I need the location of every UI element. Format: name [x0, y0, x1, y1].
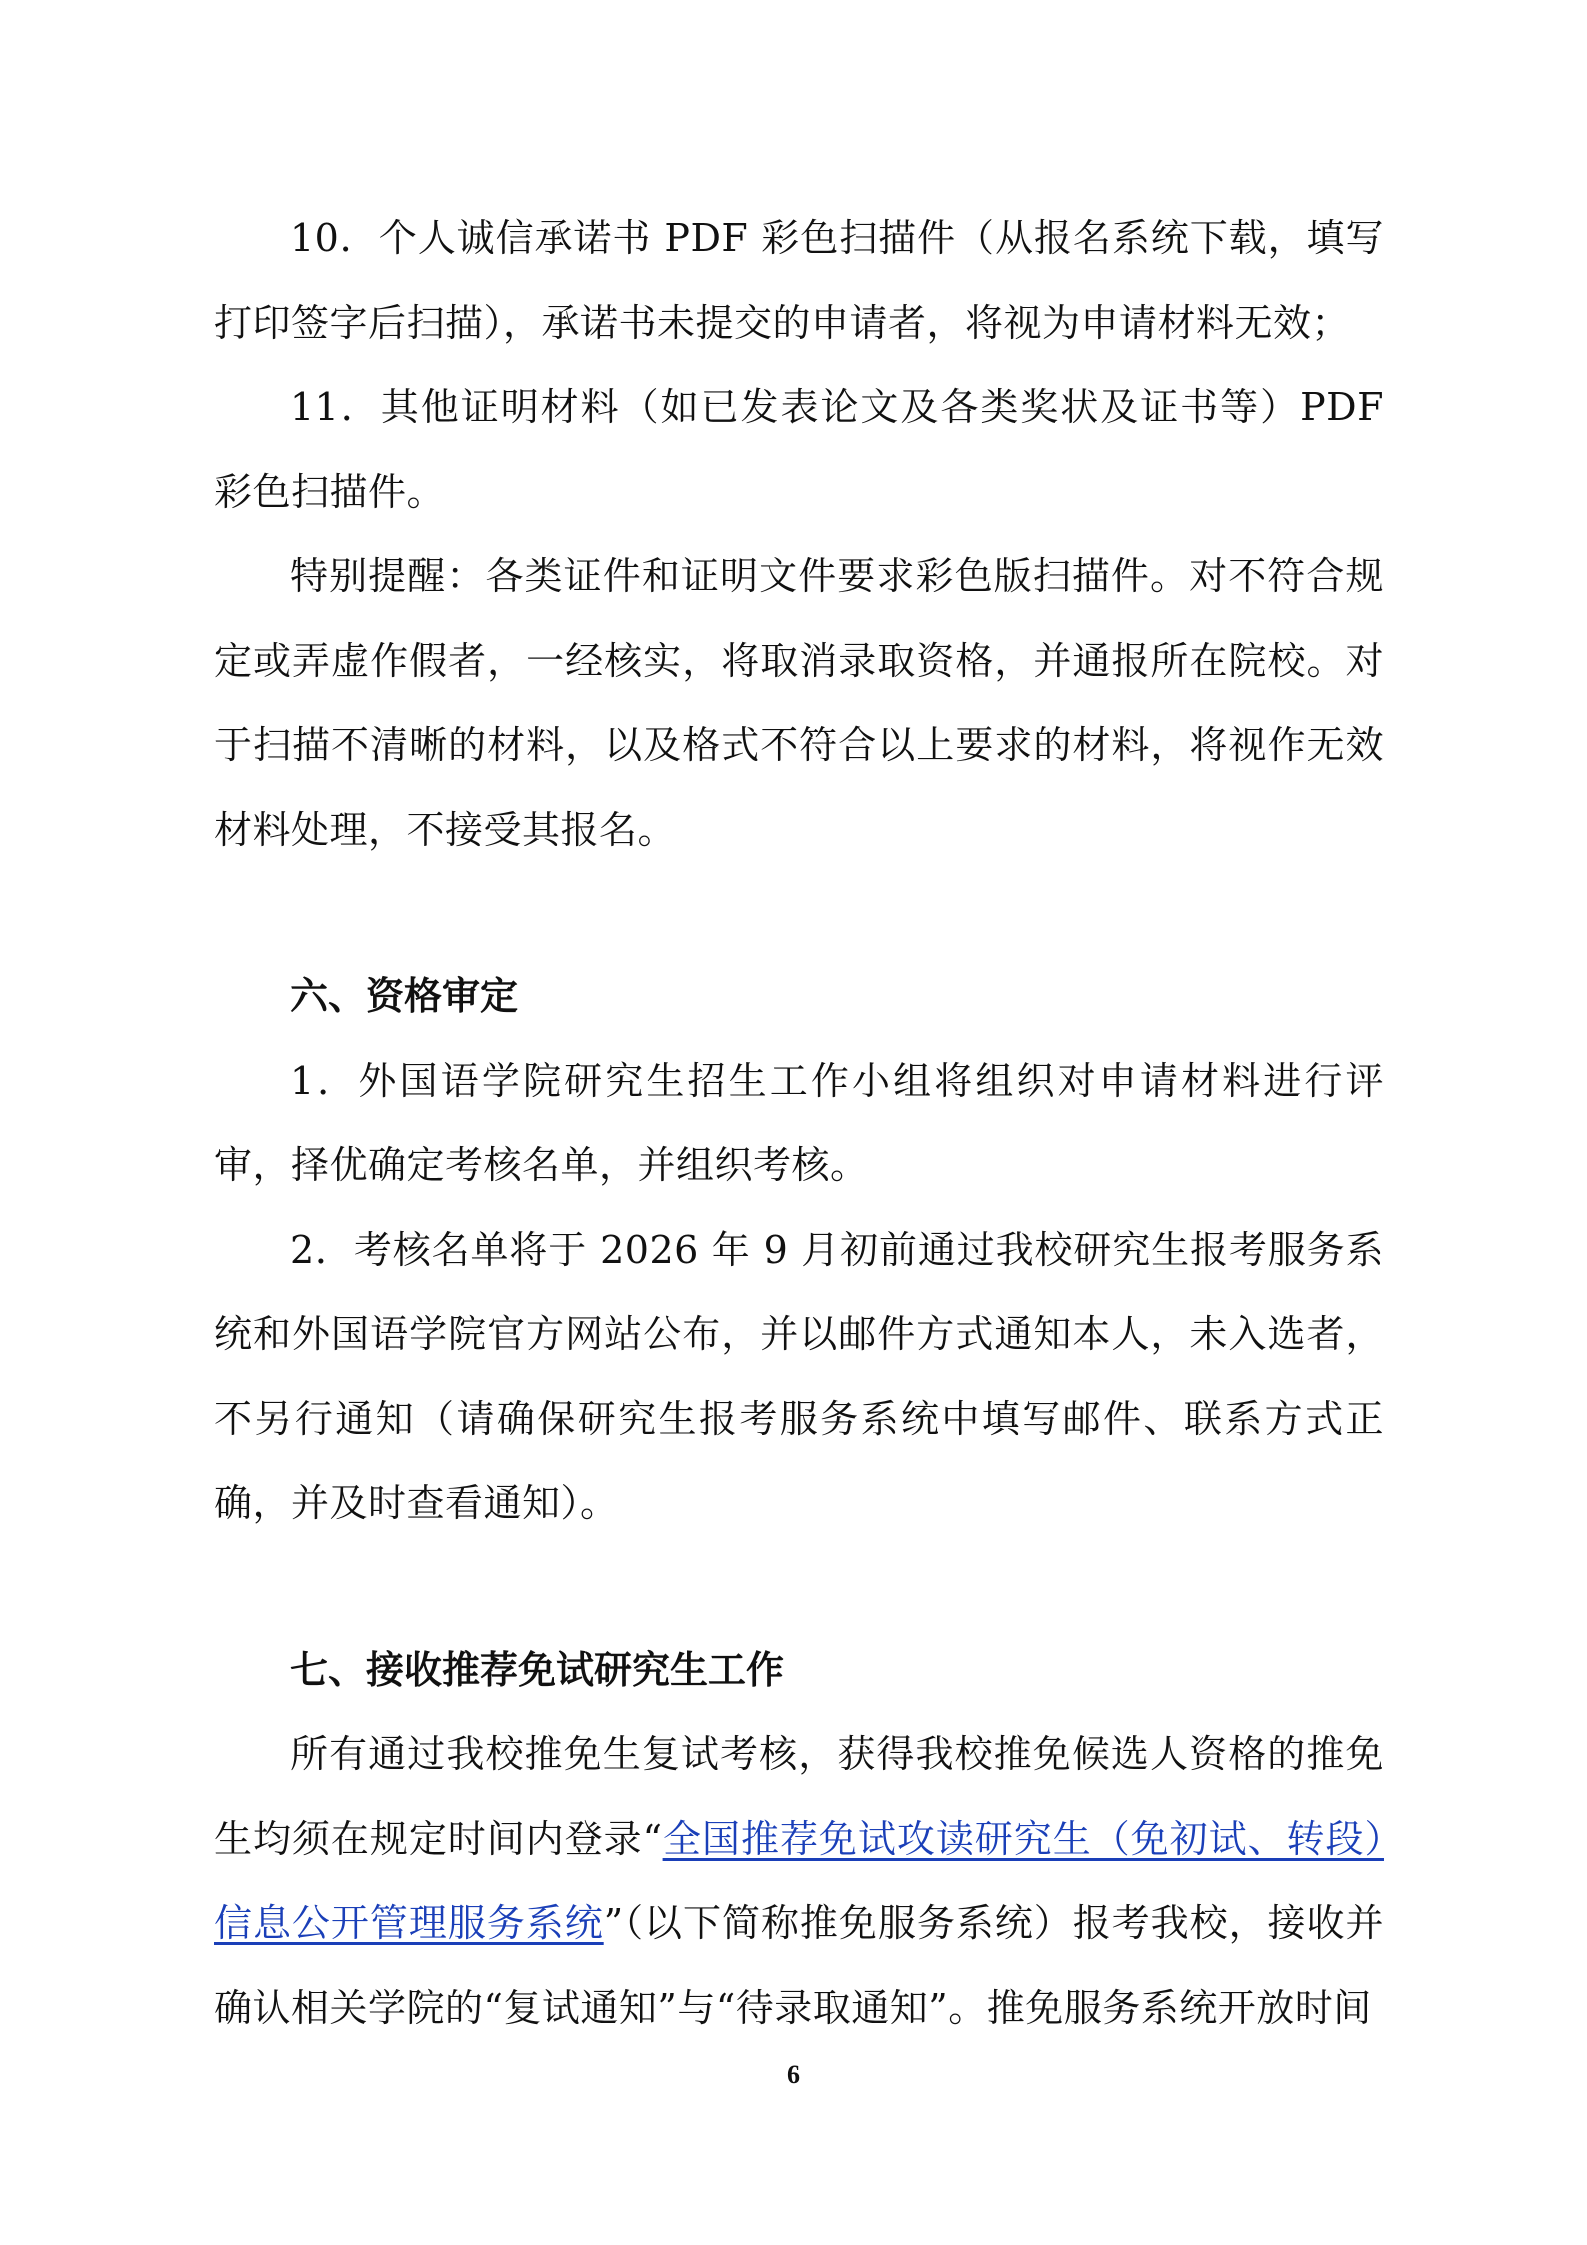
section-six-heading: 六、资格审定 [290, 974, 519, 1018]
requirement-item-11: 11．其他证明材料（如已发表论文及各类奖状及证书等）PDF 彩色扫描件。 [214, 385, 1384, 514]
section-seven-heading: 七、接收推荐免试研究生工作 [290, 1647, 785, 1692]
paragraph-text-before-link: 所有通过我校推免生复试考核，获得我校推免候选人资格的推免生均须在规定时间内登录“ [214, 1732, 1384, 1861]
section-six-item-2: 2．考核名单将于 2026 年 9 月初前通过我校研究生报考服务系统和外国语学院官方网站公布，并以邮件方式通知本人，未入选者，不另行通知（请确保研究生报考服务系统中填写邮件、联系方式正确，并及时查看通知）。 [214, 1227, 1384, 1525]
special-reminder: 特别提醒：各类证件和证明文件要求彩色版扫描件。对不符合规定或弄虚作假者，一经核实，将取消录取资格，并通报所在院校。对于扫描不清晰的材料，以及格式不符合以上要求的材料，将视作无效材料处理，不接受其报名。 [214, 554, 1384, 852]
page-content [214, 196, 1384, 2050]
paragraph-text-after-link: ”（以下简称推免服务系统）报考我校，接收并确认相关学院的“复试通知”与“待录取通知”。推免服务系统开放时间 [214, 1901, 1384, 2030]
section-six-item-1: 1．外国语学院研究生招生工作小组将组织对申请材料进行评审，择优确定考核名单，并组织考核。 [214, 1058, 1384, 1187]
page-number: 6 [787, 2060, 800, 2089]
requirement-item-10: 10．个人诚信承诺书 PDF 彩色扫描件（从报名系统下载，填写打印签字后扫描），承诺书未提交的申请者，将视为申请材料无效； [214, 216, 1384, 345]
section-seven-paragraph [214, 1712, 1384, 2050]
recommendation-system-link[interactable]: 全国推荐免试攻读研究生（免初试、转段）信息公开管理服务系统 [214, 1816, 1384, 1945]
